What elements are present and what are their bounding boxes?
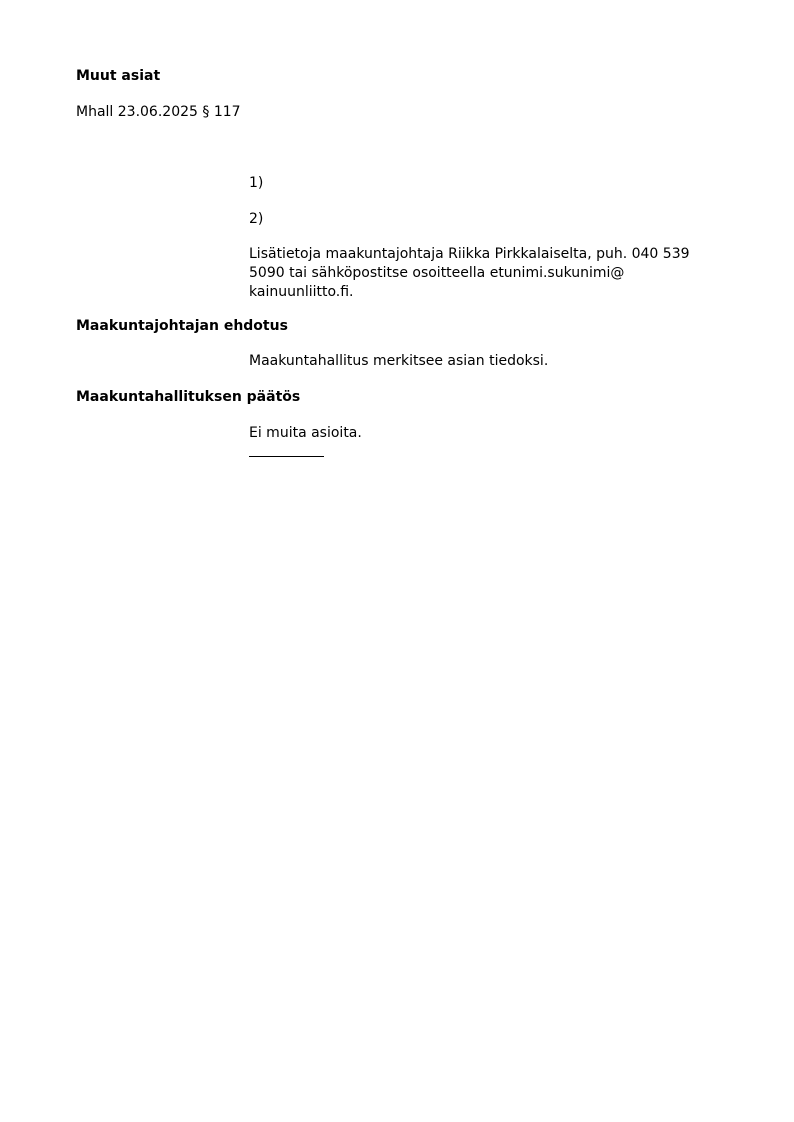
decision-text: Ei muita asioita. bbox=[249, 425, 362, 441]
proposal-heading: Maakuntajohtajan ehdotus bbox=[76, 318, 288, 334]
section-title: Muut asiat bbox=[76, 68, 161, 84]
contact-info bbox=[249, 245, 729, 302]
list-item-1: 1) bbox=[249, 175, 264, 191]
proposal-text: Maakuntahallitus merkitsee asian tiedoksi. bbox=[249, 353, 549, 369]
contact-info-line-1: Lisätietoja maakuntajohtaja Riikka Pirkkalaiselta, puh. 040 539 bbox=[249, 246, 690, 262]
contact-info-line-3: kainuunliitto.fi. bbox=[249, 284, 354, 300]
decision-heading: Maakuntahallituksen päätös bbox=[76, 389, 301, 405]
meeting-reference: Mhall 23.06.2025 § 117 bbox=[76, 104, 241, 120]
contact-info-line-2: 5090 tai sähköpostitse osoitteella etunimi.sukunimi@ bbox=[249, 265, 625, 281]
list-item-2: 2) bbox=[249, 211, 264, 227]
end-divider bbox=[249, 456, 324, 457]
